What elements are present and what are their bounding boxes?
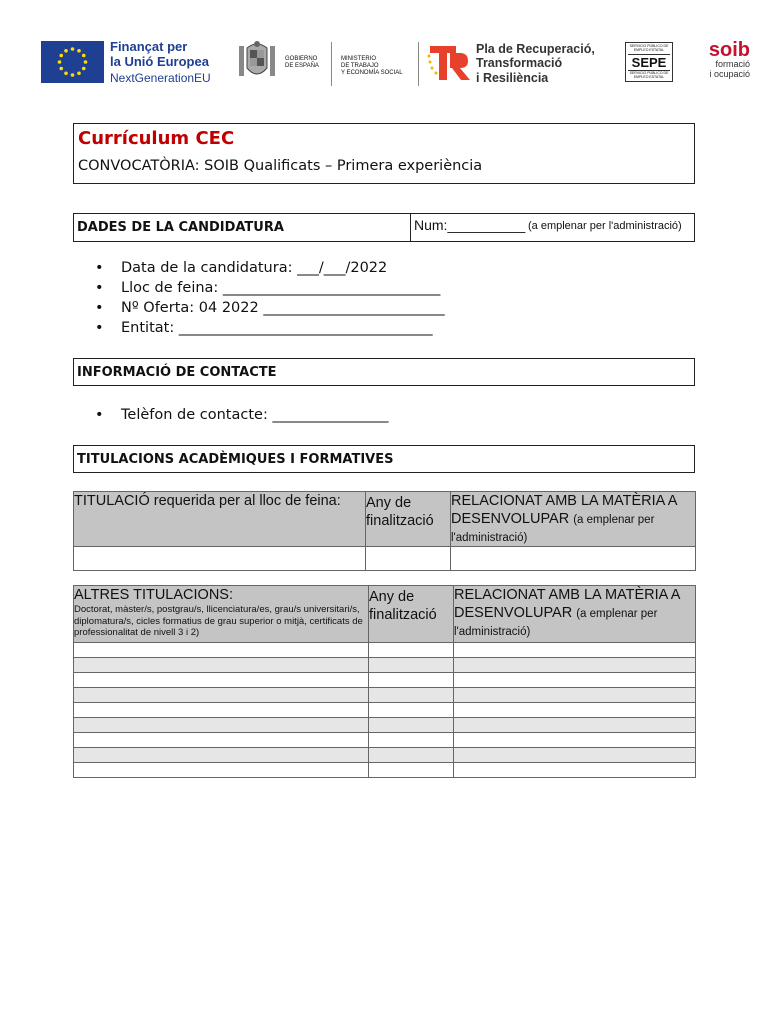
eu-star-icon	[64, 49, 68, 53]
section-heading-contacte	[73, 358, 695, 386]
document-subtitle: CONVOCATÒRIA: SOIB Qualificats – Primera experiència	[78, 158, 483, 174]
eu-star-icon	[71, 47, 75, 51]
num-label: Num:__________	[414, 217, 526, 233]
prtr-line1: Pla de Recuperació,	[476, 42, 595, 56]
sepe-top-text: SERVICIO PÚBLICO DE EMPLEO ESTATAL	[629, 44, 669, 52]
prtr-line3: i Resiliència	[476, 70, 549, 85]
soib-sub-line2: i ocupació	[709, 68, 750, 79]
num-field-box	[410, 213, 695, 242]
sepe-logo	[625, 42, 673, 82]
prtr-line2: Transformació	[476, 56, 563, 71]
section-heading-text: DADES DE LA CANDIDATURA	[77, 220, 284, 235]
section-heading-titulacions	[73, 445, 695, 473]
table-cell[interactable]	[74, 733, 369, 748]
eu-flag-logo	[41, 41, 104, 83]
table-cell[interactable]	[74, 718, 369, 733]
eu-star-icon	[59, 67, 63, 71]
logo-divider	[418, 42, 419, 86]
header-year: Any de finalització	[366, 495, 434, 530]
header-related-note: (a emplenar per l'administració)	[451, 514, 655, 545]
soib-logo-text: soib	[708, 39, 750, 61]
eu-text-line2: la Unió Europea	[110, 53, 209, 69]
gobierno-text	[285, 56, 333, 70]
table-header-cell	[369, 586, 454, 643]
table-row	[74, 733, 696, 748]
prtr-text	[476, 42, 616, 85]
table-row	[74, 703, 696, 718]
eu-funding-text	[110, 40, 230, 86]
table-row	[74, 658, 696, 673]
header-other-degrees: ALTRES TITULACIONS:	[74, 587, 233, 603]
table-cell[interactable]	[74, 703, 369, 718]
table-cell[interactable]	[369, 673, 454, 688]
header-degree: TITULACIÓ requerida per al lloc de feina:	[74, 493, 341, 509]
section-heading-text: INFORMACIÓ DE CONTACTE	[77, 365, 277, 380]
section-heading-candidatura	[73, 213, 411, 242]
table-cell[interactable]	[369, 643, 454, 658]
table-header-cell	[366, 492, 451, 547]
gobierno-line1: GOBIERNO	[285, 56, 318, 62]
table-cell[interactable]	[369, 733, 454, 748]
gobierno-line2: DE ESPAÑA	[285, 63, 319, 70]
soib-logo	[690, 40, 750, 80]
table-cell[interactable]	[74, 748, 369, 763]
eu-text-line1: Finançat per	[110, 39, 188, 54]
header-related	[454, 586, 695, 640]
eu-star-icon	[82, 67, 86, 71]
table-cell[interactable]	[454, 688, 696, 703]
other-degrees-table	[73, 585, 696, 778]
header-related-note: (a emplenar per l'administració)	[454, 608, 658, 639]
eu-star-icon	[84, 60, 88, 64]
table-cell[interactable]	[74, 688, 369, 703]
list-item-entity: • Entitat: ___________________________________	[95, 318, 515, 338]
table-row	[74, 643, 696, 658]
table-row	[74, 718, 696, 733]
table-cell[interactable]	[454, 658, 696, 673]
ministerio-line3: Y ECONOMÍA SOCIAL	[341, 70, 403, 77]
table-cell[interactable]	[369, 763, 454, 778]
num-note: (a emplenar per l'administració)	[528, 220, 682, 232]
eu-stars-icon	[41, 41, 104, 83]
table-cell[interactable]	[369, 688, 454, 703]
table-cell[interactable]	[369, 748, 454, 763]
table-row	[74, 748, 696, 763]
table-cell[interactable]	[454, 733, 696, 748]
table-header-cell	[74, 586, 369, 643]
ministerio-line2: DE TRABAJO	[341, 63, 379, 70]
header-related	[451, 492, 695, 546]
table-cell[interactable]	[74, 763, 369, 778]
sepe-bottom-text: SERVICIO PÚBLICO DE EMPLEO ESTATAL	[629, 70, 669, 79]
header-related-text: RELACIONAT AMB LA MATÈRIA A DESENVOLUPAR	[454, 587, 680, 622]
eu-star-icon	[58, 60, 62, 64]
header-related-text: RELACIONAT AMB LA MATÈRIA A DESENVOLUPAR	[451, 493, 677, 528]
title-box	[73, 123, 695, 184]
table-cell[interactable]	[369, 658, 454, 673]
eu-text-line3: NextGenerationEU	[110, 70, 211, 85]
table-cell[interactable]	[74, 673, 369, 688]
logo-divider	[331, 42, 332, 86]
soib-sub-line1: formació	[715, 59, 750, 69]
list-item-phone: • Telèfon de contacte: ________________	[95, 405, 515, 425]
table-cell-related[interactable]	[451, 547, 696, 571]
required-degree-table	[73, 491, 696, 571]
document-title: Currículum CEC	[78, 128, 235, 149]
list-item-offer: • Nº Oferta: 04 2022 _________________________	[95, 298, 515, 318]
table-cell[interactable]	[74, 658, 369, 673]
table-cell[interactable]	[74, 643, 369, 658]
table-cell[interactable]	[454, 643, 696, 658]
table-cell[interactable]	[369, 718, 454, 733]
table-row	[74, 673, 696, 688]
table-row	[74, 763, 696, 778]
table-cell[interactable]	[454, 763, 696, 778]
table-cell[interactable]	[454, 703, 696, 718]
spain-coat-of-arms-logo	[237, 40, 277, 82]
table-cell[interactable]	[454, 718, 696, 733]
table-row	[74, 688, 696, 703]
section-heading-text: TITULACIONS ACADÈMIQUES I FORMATIVES	[77, 452, 394, 467]
ministerio-line1: MINISTERIO	[341, 56, 377, 62]
sepe-main-text: SEPE	[628, 54, 670, 71]
contacte-list	[95, 405, 515, 425]
prtr-logo	[426, 44, 470, 82]
eu-star-icon	[64, 71, 68, 75]
table-cell[interactable]	[454, 748, 696, 763]
table-cell[interactable]	[369, 703, 454, 718]
eu-star-icon	[82, 54, 86, 58]
table-header-cell	[74, 492, 366, 547]
header-other-degrees-note: Doctorat, màster/s, postgrau/s, llicenciatura/es, grau/s universitari/s, diplomatura/s, cicles formatius de grau superior o mitjà, certificats de professionalitat de nivell 3 i 2)	[74, 604, 363, 638]
ministerio-text	[341, 56, 421, 78]
table-cell-year[interactable]	[366, 547, 451, 571]
header-year: Any de finalització	[369, 589, 437, 624]
table-header-cell	[454, 586, 696, 643]
table-header-cell	[451, 492, 696, 547]
list-item-job: • Lloc de feina: ______________________________	[95, 278, 515, 298]
table-cell[interactable]	[454, 673, 696, 688]
list-item-date: • Data de la candidatura: ___/___/2022	[95, 258, 515, 278]
eu-star-icon	[77, 71, 81, 75]
eu-star-icon	[59, 54, 63, 58]
table-cell-degree[interactable]	[74, 547, 366, 571]
candidatura-list	[95, 258, 515, 338]
eu-star-icon	[71, 73, 75, 77]
eu-star-icon	[77, 49, 81, 53]
